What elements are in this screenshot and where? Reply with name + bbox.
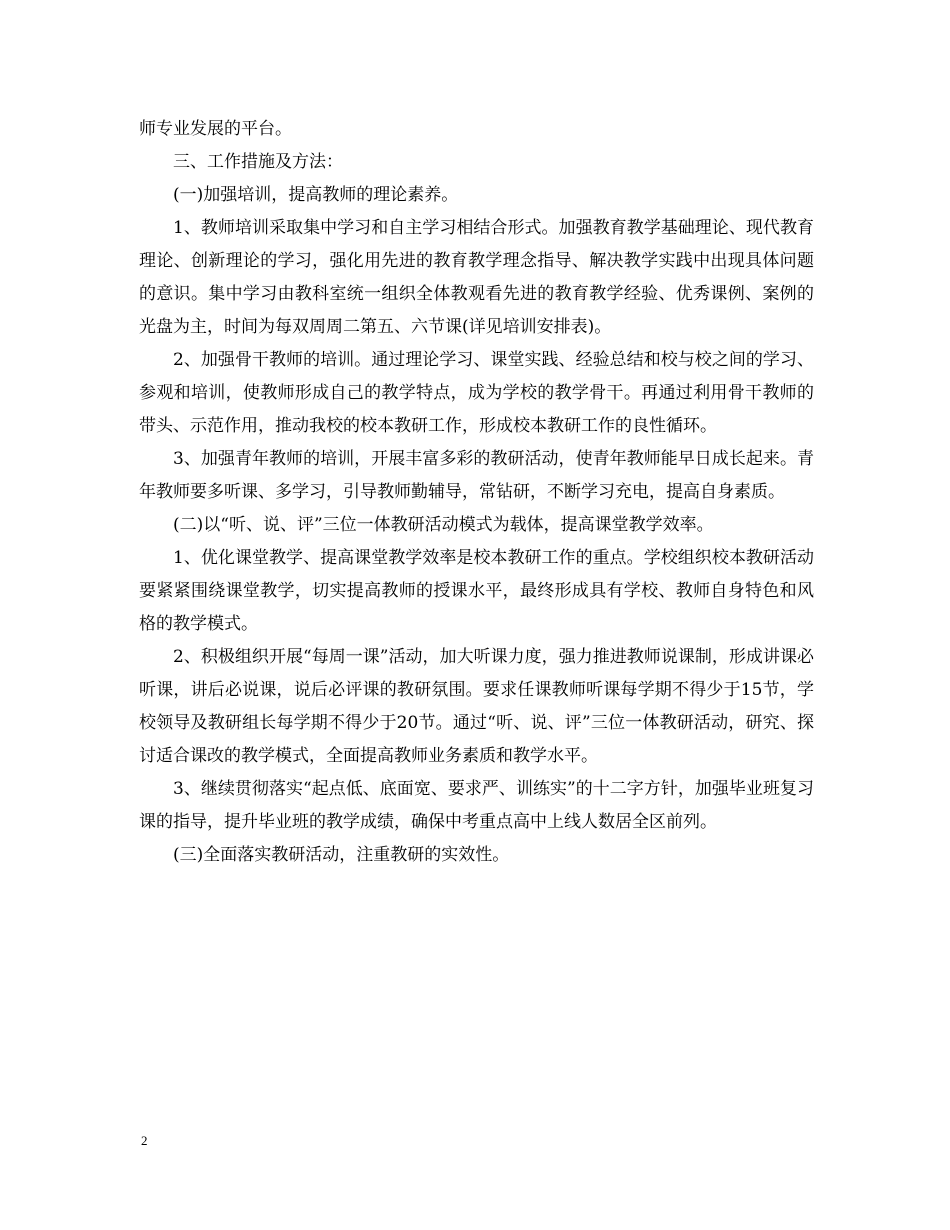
paragraph-item-1b: 1、优化课堂教学、提高课堂教学效率是校本教研工作的重点。学校组织校本教研活动要紧紧围绕课堂教学，切实提高教师的授课水平，最终形成具有学校、教师自身特色和风格的教学模式。 [139,548,814,634]
subheading-research-activities: (三)全面落实教研活动，注重教研的实效性。 [173,845,510,865]
paragraph-item-1: 1、教师培训采取集中学习和自主学习相结合形式。加强教育教学基础理论、现代教育理论、创新理论的学习，强化用先进的教育教学理念指导、解决教学实践中出现具体问题的意识。集中学习由教科室统一组织全体教观看先进的教育教学经验、优秀课例、案例的光盘为主，时间为每双周周二第五、六节课(详见培训安排表)。 [139,218,814,337]
paragraph-item-3: 3、加强青年教师的培训，开展丰富多彩的教研活动，使青年教师能早日成长起来。青年教师要多听课、多学习，引导教师勤辅导，常钻研，不断学习充电，提高自身素质。 [139,449,814,502]
section-heading-measures: 三、工作措施及方法： [173,152,343,172]
subheading-training: (一)加强培训，提高教师的理论素养。 [173,185,459,205]
document-body [139,113,814,872]
paragraph-item-2: 2、加强骨干教师的培训。通过理论学习、课堂实践、经验总结和校与校之间的学习、参观和培训，使教师形成自己的教学特点，成为学校的教学骨干。再通过利用骨干教师的带头、示范作用，推动我校的校本教研工作，形成校本教研工作的良性循环。 [139,350,814,436]
paragraph-continuation: 师专业发展的平台。 [139,119,292,139]
paragraph-item-3b: 3、继续贯彻落实“起点低、底面宽、要求严、训练实”的十二字方针，加强毕业班复习课的指导，提升毕业班的教学成绩，确保中考重点高中上线人数居全区前列。 [139,779,814,832]
page-number: 2 [141,1133,148,1148]
paragraph-item-2b: 2、积极组织开展“每周一课”活动，加大听课力度，强力推进教师说课制，形成讲课必听课，讲后必说课，说后必评课的教研氛围。要求任课教师听课每学期不得少于15节，学校领导及教研组长每学期不得少于20节。通过“听、说、评”三位一体教研活动，研究、探讨适合课改的教学模式，全面提高教师业务素质和教学水平。 [139,647,814,766]
subheading-listen-speak-evaluate: (二)以“听、说、评”三位一体教研活动模式为载体，提高课堂教学效率。 [173,515,714,535]
